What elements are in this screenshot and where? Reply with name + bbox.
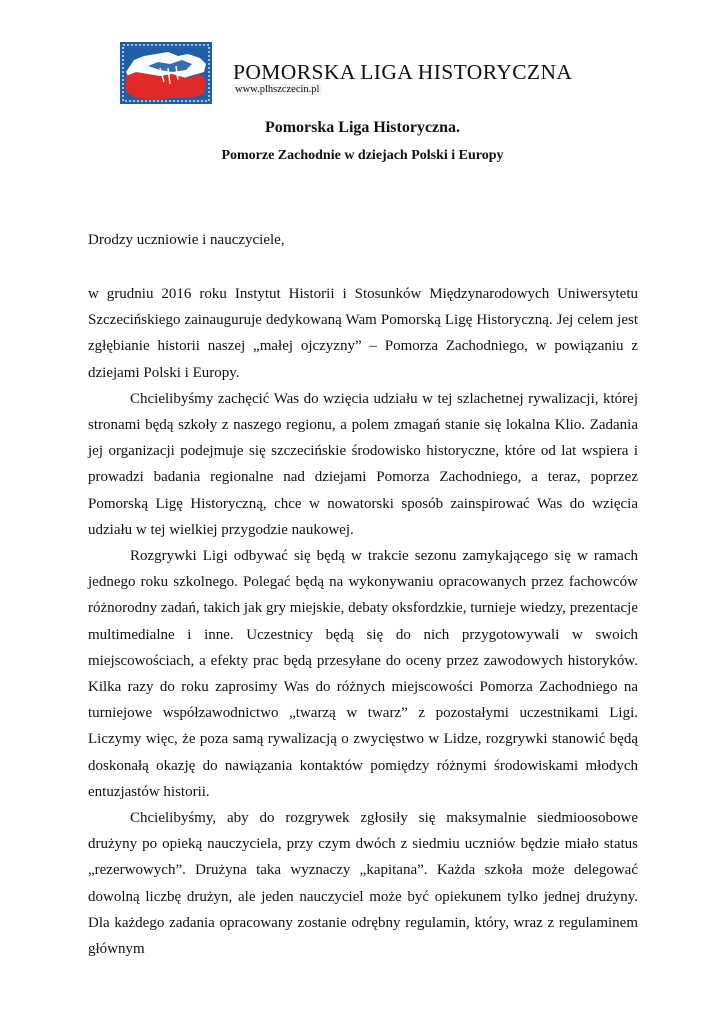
organization-url[interactable]: www.plhszczecin.pl xyxy=(232,84,322,95)
organization-name: POMORSKA LIGA HISTORYCZNA xyxy=(233,60,573,84)
paragraph: Chcielibyśmy zachęcić Was do wzięcia udziału w tej szlachetnej rywalizacji, której stronami będą szkoły z naszego regionu, a polem zmagań stanie się lokalna Klio. Zadania jej organizacji podejmuje się szczecińskie środowisko historyczne, które od lat wspiera i prowadzi badania regionalne nad dziejami Pomorza Zachodniego, a teraz, poprzez Pomorską Ligę Historyczną, chce w nowatorski sposób zainspirować Was do wzięcia udziału w tej wielkiej przygodzie naukowej. xyxy=(88,390,638,538)
paragraph: Chcielibyśmy, aby do rozgrywek zgłosiły się maksymalnie siedmioosobowe drużyny po opieką nauczyciela, przy czym dwóch z siedmiu uczniów będzie miało status „rezerwowych”. Drużyna taka wyznaczy „kapitana”. Każda szkoła może delegować dowolną liczbę drużyn, ale jeden nauczyciel może być opiekunem tylko jednej drużyny. Dla każdego zadania opracowany zostanie odrębny regulamin, który, wraz z regulaminem głównym xyxy=(88,810,638,958)
document-title: Pomorska Liga Historyczna. xyxy=(264,119,461,136)
letterhead xyxy=(0,0,725,110)
letter-body xyxy=(88,281,638,962)
paragraph: w grudniu 2016 roku Instytut Historii i Stosunków Międzynarodowych Uniwersytetu Szczecińskiego zainauguruje dedykowaną Wam Pomorską Ligę Historyczną. Jej celem jest zgłębianie historii naszej „małej ojczyzny” – Pomorza Zachodniego, w powiązaniu z dziejami Polski i Europy. xyxy=(88,286,638,381)
greeting: Drodzy uczniowie i nauczyciele, xyxy=(88,232,285,248)
map-stamp-logo xyxy=(120,42,212,104)
paragraph: Rozgrywki Ligi odbywać się będą w trakcie sezonu zamykającego się w ramach jednego roku szkolnego. Polegać będą na wykonywaniu opracowanych przez fachowców różnorodny zadań, takich jak gry miejskie, debaty oksfordzkie, turnieje wiedzy, prezentacje multimedialne i inne. Uczestnicy będą się do nich przygotowywali w swoich miejscowościach, a efekty prac będą przesyłane do oceny przez zawodowych historyków. Kilka razy do roku zaprosimy Was do różnych miejscowości Pomorza Zachodniego na turniejowe współzawodnictwo „twarzą w twarz” z pozostałymi uczestnikami Ligi. Liczymy więc, że poza samą rywalizacją o zwycięstwo w Lidze, rozgrywki stanowić będą doskonałą okazję do nawiązania kontaktów pomiędzy różnymi środowiskami młodych entuzjastów historii. xyxy=(88,548,638,800)
document-subtitle: Pomorze Zachodnie w dziejach Polski i Europy xyxy=(221,148,504,163)
